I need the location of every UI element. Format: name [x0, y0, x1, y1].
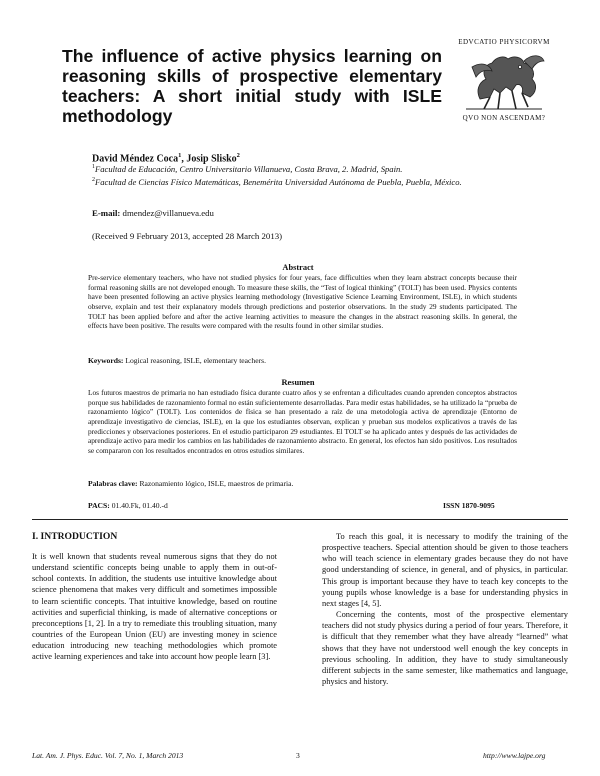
affiliation — [92, 162, 492, 175]
author-name: Josip Slisko — [186, 153, 237, 165]
affiliations — [92, 162, 492, 189]
page-number: 3 — [296, 751, 300, 760]
body-paragraph: Concerning the contents, most of the prospective elementary teachers did not study physics during a period of four years. Therefore, it is difficult that they remember what they have already “learned” what shows that they have not understood well enough the key concepts in previous schooling. In addition, they have to study simultaneously different subjects in the same semester, like mathematics and language, physics and history. — [322, 610, 568, 687]
keywords-value: Logical reasoning, ISLE, elementary teachers. — [123, 356, 266, 365]
resumen-keywords — [88, 479, 293, 489]
affiliation-marker: 2 — [236, 152, 240, 159]
column-right — [322, 531, 568, 687]
logo-motto-top: EDVCATIO PHYSICORVM — [458, 38, 550, 46]
abstract-text: Pre-service elementary teachers, who have not studied physics for four years, face difficulties when they learn abstract concepts because their formal reasoning skills are not developed enough. To measure these skills, the “Test of logical thinking” (TOLT) has been used. Physics contents have been presented following an active physics learning methodology (Investigative Science Learning Environment, ISLE), in which students observe, explain and test their explanatory models through predictions and posterior observations. In the study 29 students participated. The TOLT has been applied before and after the active learning activities to measure the changes in the abstract reasoning skills. In general, the effects have been positive. The results were compared with the results found in other similar studies. — [88, 273, 517, 331]
resumen-heading: Resumen — [281, 378, 315, 387]
section-heading: I. INTRODUCTION — [32, 531, 118, 542]
author-separator: , — [181, 153, 187, 165]
griffin-emblem-icon — [462, 47, 546, 113]
contact-email — [92, 208, 214, 219]
received-dates: (Received 9 February 2013, accepted 28 March 2013) — [92, 231, 283, 241]
logo-motto-bottom: QVO NON ASCENDAM? — [462, 114, 546, 122]
pacs-label: PACS: — [88, 501, 110, 510]
pacs-codes — [88, 501, 168, 511]
affiliation-text: Facultad de Ciencias Físico Matemáticas, Benemérita Universidad Autónoma de Puebla, Puebla, México. — [95, 177, 462, 188]
body-paragraph: To reach this goal, it is necessary to modify the training of the prospective teachers. Special attention should be given to those teachers who will teach science in elementary grades because they do not have good understanding of science, in general, and of physics, in particular. This group is important because they have to teach key concepts to the young pupils whose knowledge is a base for understanding physics in next stages [4, 5]. — [322, 532, 568, 608]
column-left — [32, 551, 277, 663]
abstract-keywords — [88, 356, 266, 366]
footer-url[interactable]: http://www.lajpe.org — [483, 751, 546, 760]
author-name: David Méndez Coca — [92, 153, 179, 165]
keywords-label: Palabras clave: — [88, 479, 138, 488]
affiliation-text: Facultad de Educación, Centro Universitario Villanueva, Costa Brava, 2. Madrid, Spain. — [95, 163, 403, 174]
keywords-label: Keywords: — [88, 356, 124, 365]
affiliation-marker: 1 — [92, 164, 95, 170]
resumen-text: Los futuros maestros de primaria no han estudiado física durante cuatro años y se enfrentan a dificultades cuando aprenden conceptos abstractos porque sus habilidades de razonamiento formal no están suficientemente desarrolladas. Para medir estas habilidades, se ha utilizado la “prueba de razonamiento lógico” (TOLT). Los contenidos de física se han presentado a raíz de una metodología activa de aprendizaje (Entorno de aprendizaje investigativo de ciencias, ISLE), en la que los estudiantes observan, explican y prueban sus modelos explicativos a través de las predicciones y observaciones posteriores. En el estudio participaron 29 estudiantes. El TOLT se ha aplicado antes y después de las actividades de aprendizaje activo para medir los cambios en las habilidades de razonamiento abstracto. En general, los efectos han sido positivos. Los resultados se compararon con los resultados encontrados en otros estudios similares. — [88, 388, 517, 455]
paper-title: The influence of active physics learning on reasoning skills of prospective elementary teachers: A short initial study with ISLE methodology — [62, 46, 442, 126]
journal-logo — [448, 38, 560, 124]
affiliation-marker: 1 — [178, 152, 182, 159]
divider — [32, 519, 568, 520]
affiliation — [92, 175, 492, 188]
abstract-heading: Abstract — [282, 263, 314, 272]
email-value: dmendez@villanueva.edu — [120, 208, 214, 218]
affiliation-marker: 2 — [92, 177, 95, 184]
footer-journal: Lat. Am. J. Phys. Educ. Vol. 7, No. 1, March 2013 — [32, 751, 184, 760]
body-paragraph: It is well known that students reveal numerous signs that they do not understand scientific concepts being unable to apply them in out-of-school contexts. In addition, the students use intuitive knowledge about science phenomena that makes very difficult and sometimes impossible to learn scientific concepts. That intuitive knowledge, based on routine activities and superficial thinking, is made of alternative conceptions or preconceptions [1, 2]. In a try to remediate this troubling situation, many countries of the European Union (EU) are investing money in science education introducing new teaching methodologies which promote active learning experiences and take into account how people learn [3]. — [32, 552, 277, 662]
issn: ISSN 1870-9095 — [443, 501, 495, 510]
email-label: E-mail: — [92, 208, 121, 218]
keywords-value: Razonamiento lógico, ISLE, maestros de primaria. — [137, 479, 294, 488]
pacs-value: 01.40.Fk, 01.40.-d — [109, 501, 168, 510]
